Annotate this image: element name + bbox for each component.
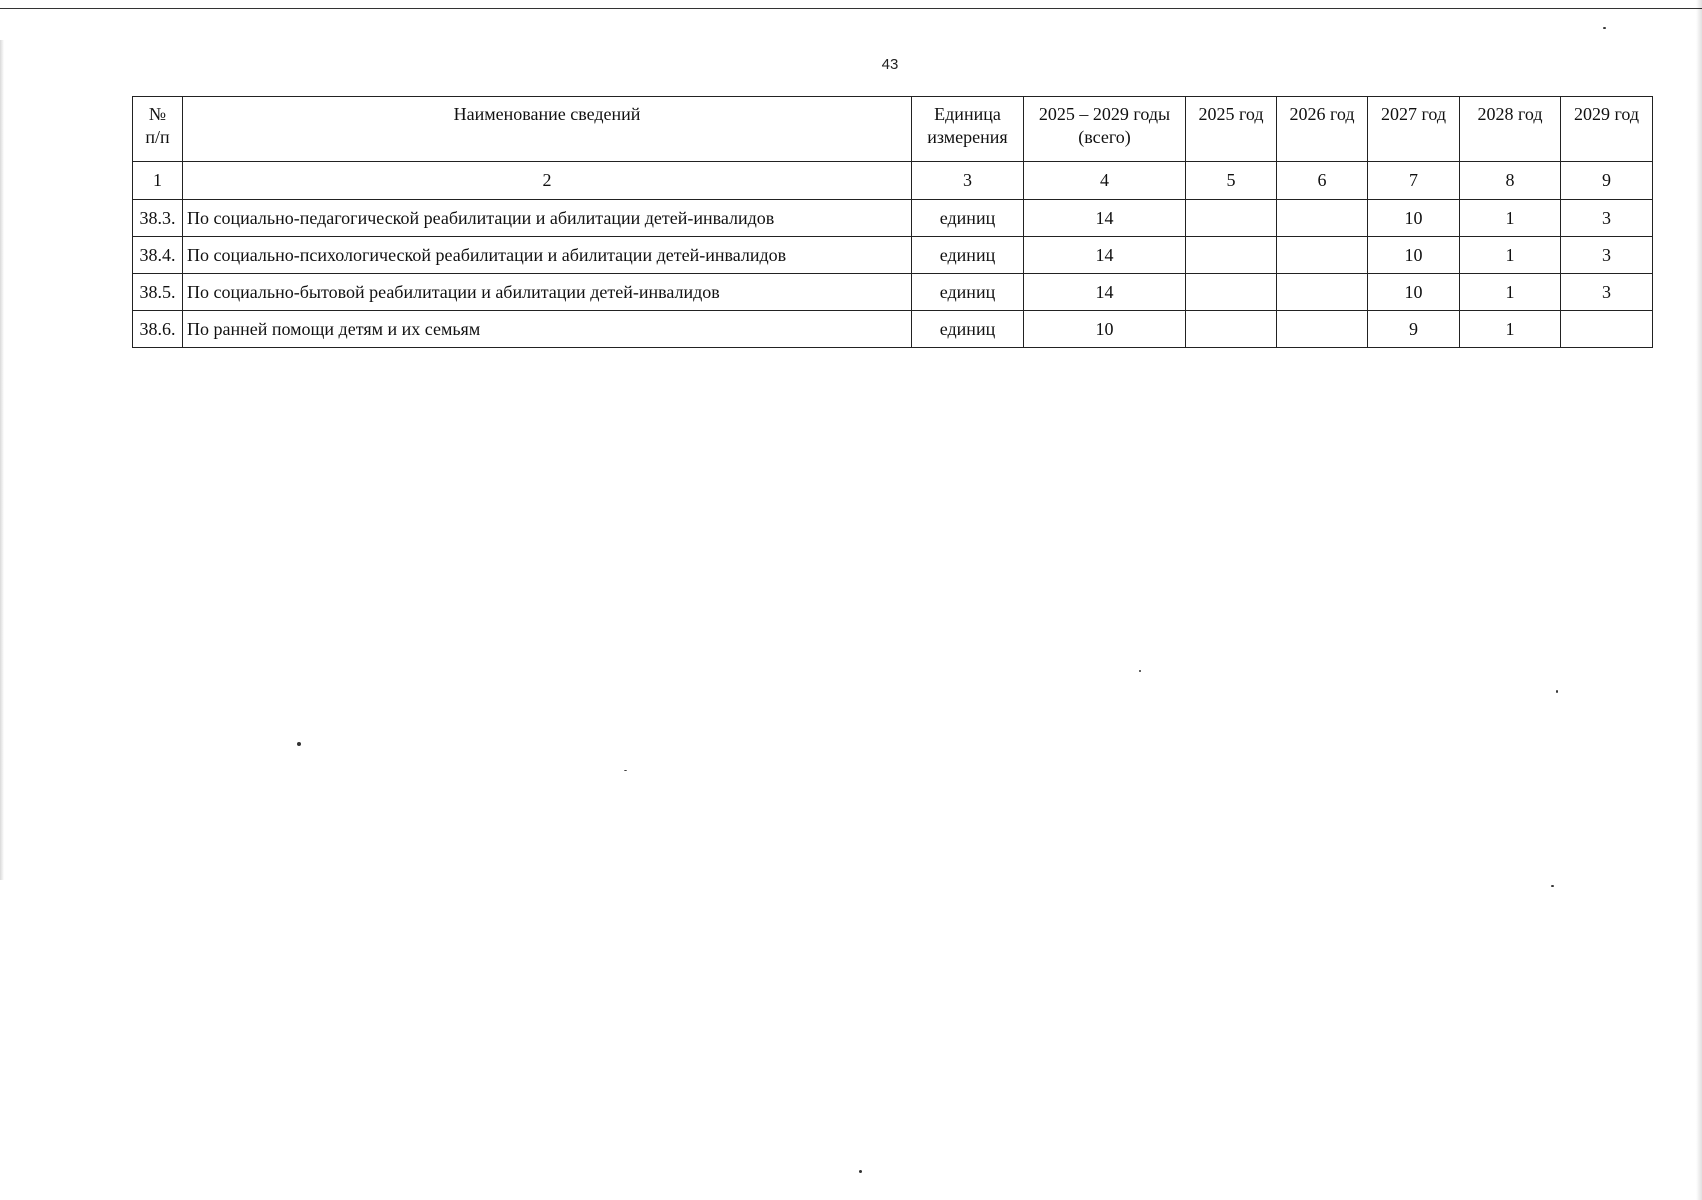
page-number (0, 56, 1702, 73)
row-name-cell: По социально-психологической реабилитации и абилитации детей-инвалидов (183, 237, 912, 274)
row-unit-cell: единиц (912, 274, 1024, 311)
scan-speck (1139, 670, 1141, 672)
header-cell-2027: 2027 год (1368, 97, 1460, 162)
row-2025-cell (1186, 311, 1277, 348)
header-cell-num: № п/п (133, 97, 183, 162)
column-number-cell: 3 (912, 162, 1024, 200)
row-2028-cell: 1 (1460, 200, 1561, 237)
row-total-cell: 10 (1024, 311, 1186, 348)
row-2028-cell: 1 (1460, 311, 1561, 348)
row-number-cell: 38.3. (133, 200, 183, 237)
row-total-cell: 14 (1024, 200, 1186, 237)
row-2028-cell: 1 (1460, 237, 1561, 274)
row-2027-cell: 10 (1368, 237, 1460, 274)
row-2025-cell (1186, 237, 1277, 274)
row-number-cell: 38.4. (133, 237, 183, 274)
column-number-cell: 5 (1186, 162, 1277, 200)
column-number-cell: 7 (1368, 162, 1460, 200)
row-total-cell: 14 (1024, 274, 1186, 311)
row-2025-cell (1186, 274, 1277, 311)
table-header-row (133, 97, 1653, 162)
column-number-cell: 6 (1277, 162, 1368, 200)
row-total-cell: 14 (1024, 237, 1186, 274)
row-2026-cell (1277, 274, 1368, 311)
scan-right-edge (1696, 0, 1702, 1200)
row-number-cell: 38.6. (133, 311, 183, 348)
scan-speck (297, 742, 301, 746)
header-cell-name: Наименование сведений (183, 97, 912, 162)
table-row (133, 274, 1653, 311)
row-2026-cell (1277, 311, 1368, 348)
row-unit-cell: единиц (912, 311, 1024, 348)
row-name-cell: По социально-педагогической реабилитации и абилитации детей-инвалидов (183, 200, 912, 237)
row-2029-cell: 3 (1561, 237, 1653, 274)
header-cell-total: 2025 – 2029 годы (всего) (1024, 97, 1186, 162)
header-cell-2029: 2029 год (1561, 97, 1653, 162)
scan-left-edge (0, 40, 4, 880)
row-2029-cell: 3 (1561, 274, 1653, 311)
row-2027-cell: 9 (1368, 311, 1460, 348)
scan-speck (859, 1170, 862, 1173)
top-rule (0, 8, 1702, 9)
table-row (133, 200, 1653, 237)
row-2026-cell (1277, 200, 1368, 237)
row-2026-cell (1277, 237, 1368, 274)
page-number-text: 43 (881, 56, 899, 73)
column-number-row (133, 162, 1653, 200)
table-row (133, 237, 1653, 274)
row-name-cell: По ранней помощи детям и их семьям (183, 311, 912, 348)
scan-speck (624, 770, 627, 771)
row-2025-cell (1186, 200, 1277, 237)
row-2029-cell (1561, 311, 1653, 348)
scan-speck (1603, 27, 1606, 29)
row-unit-cell: единиц (912, 200, 1024, 237)
row-2027-cell: 10 (1368, 200, 1460, 237)
column-number-cell: 1 (133, 162, 183, 200)
row-number-cell: 38.5. (133, 274, 183, 311)
row-unit-cell: единиц (912, 237, 1024, 274)
column-number-cell: 8 (1460, 162, 1561, 200)
data-table (132, 96, 1653, 348)
table-row (133, 311, 1653, 348)
header-cell-2026: 2026 год (1277, 97, 1368, 162)
row-2028-cell: 1 (1460, 274, 1561, 311)
row-name-cell: По социально-бытовой реабилитации и абилитации детей-инвалидов (183, 274, 912, 311)
scan-speck (1556, 690, 1558, 693)
column-number-cell: 9 (1561, 162, 1653, 200)
column-number-cell: 4 (1024, 162, 1186, 200)
header-cell-unit: Единица измерения (912, 97, 1024, 162)
header-cell-2028: 2028 год (1460, 97, 1561, 162)
column-number-cell: 2 (183, 162, 912, 200)
scan-speck (1551, 885, 1554, 887)
row-2027-cell: 10 (1368, 274, 1460, 311)
header-cell-2025: 2025 год (1186, 97, 1277, 162)
row-2029-cell: 3 (1561, 200, 1653, 237)
